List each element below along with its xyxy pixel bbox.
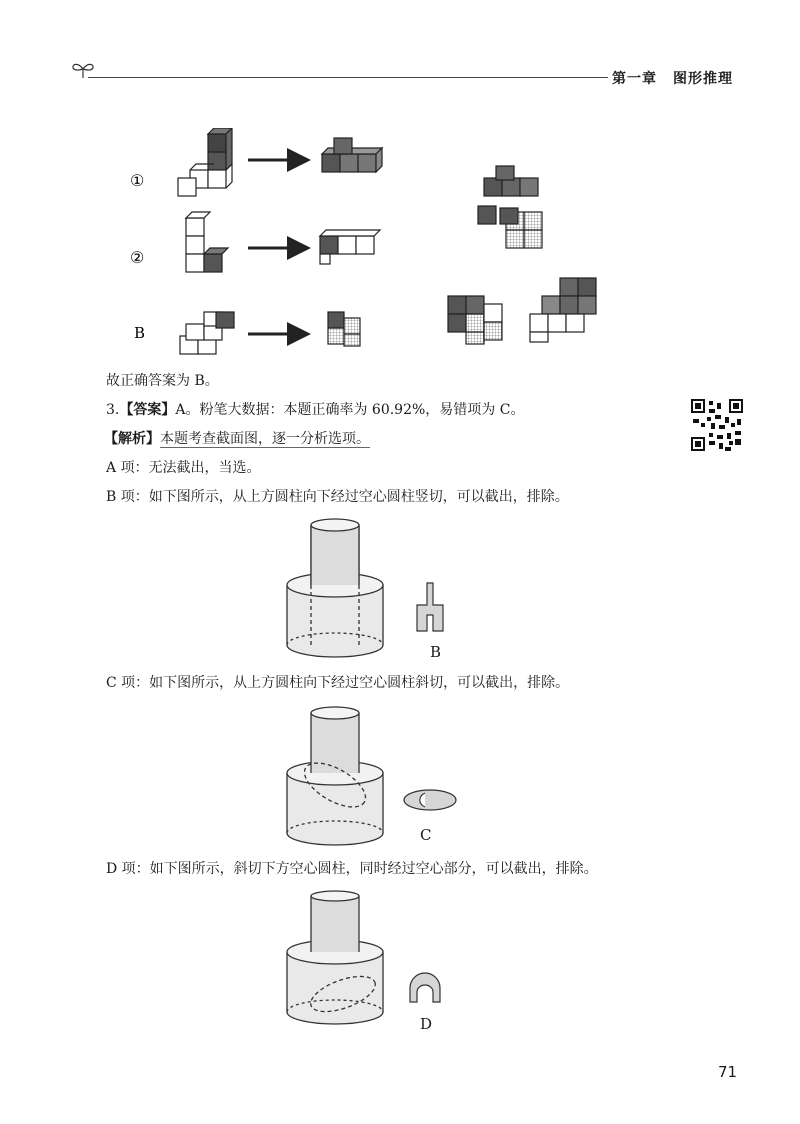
row2-result-cubes bbox=[320, 230, 380, 264]
header-rule bbox=[88, 77, 608, 78]
row2-source-cubes bbox=[186, 212, 228, 272]
answer-body: A。粉笔大数据：本题正确率为 60.92%，易错项为 C。 bbox=[175, 402, 525, 418]
qr-code-icon bbox=[691, 399, 743, 451]
option-b-text: B 项：如下图所示，从上方圆柱向下经过空心圆柱竖切，可以截出，排除。 bbox=[106, 489, 569, 505]
cube-transform-figure bbox=[120, 128, 600, 368]
figure-d-label: D bbox=[420, 1015, 433, 1033]
chapter-header bbox=[612, 68, 733, 88]
row1-source-cubes bbox=[178, 128, 232, 196]
figure-b-label: B bbox=[430, 643, 442, 661]
conclusion-text: 故正确答案为 B。 bbox=[106, 373, 219, 389]
row3-result-cubes bbox=[328, 312, 360, 346]
right-bottom-right-assembly bbox=[530, 278, 596, 342]
label-b: B bbox=[134, 324, 146, 342]
row1-result-cubes bbox=[322, 138, 382, 172]
figure-c-cylinders bbox=[285, 703, 485, 853]
answer-line bbox=[106, 399, 524, 419]
label-circle-2: ② bbox=[130, 248, 145, 267]
analysis-body: 本题考查截面图，逐一分析选项。 bbox=[160, 431, 370, 447]
option-a-text: A 项：无法截出，当选。 bbox=[106, 460, 261, 476]
figure-d-cylinders bbox=[285, 890, 485, 1040]
option-c-text: C 项：如下图所示，从上方圆柱向下经过空心圆柱斜切，可以截出，排除。 bbox=[106, 675, 570, 691]
question-number: 3. bbox=[106, 402, 120, 418]
option-d-text: D 项：如下图所示，斜切下方空心圆柱，同时经过空心部分，可以截出，排除。 bbox=[106, 861, 598, 877]
answer-tag: 【答案】 bbox=[119, 402, 176, 418]
right-bottom-left-assembly bbox=[448, 296, 502, 344]
analysis-tag: 【解析】 bbox=[104, 431, 160, 447]
chapter-title: 图形推理 bbox=[673, 71, 733, 87]
figure-c-label: C bbox=[420, 826, 432, 844]
page-number: 71 bbox=[718, 1063, 738, 1081]
row3-source-cubes bbox=[180, 312, 234, 354]
right-top-assembly bbox=[478, 166, 542, 248]
label-circle-1: ① bbox=[130, 171, 145, 190]
chapter-number: 第一章 bbox=[612, 71, 657, 87]
figure-b-cylinders bbox=[285, 515, 485, 665]
analysis-line bbox=[104, 428, 370, 448]
